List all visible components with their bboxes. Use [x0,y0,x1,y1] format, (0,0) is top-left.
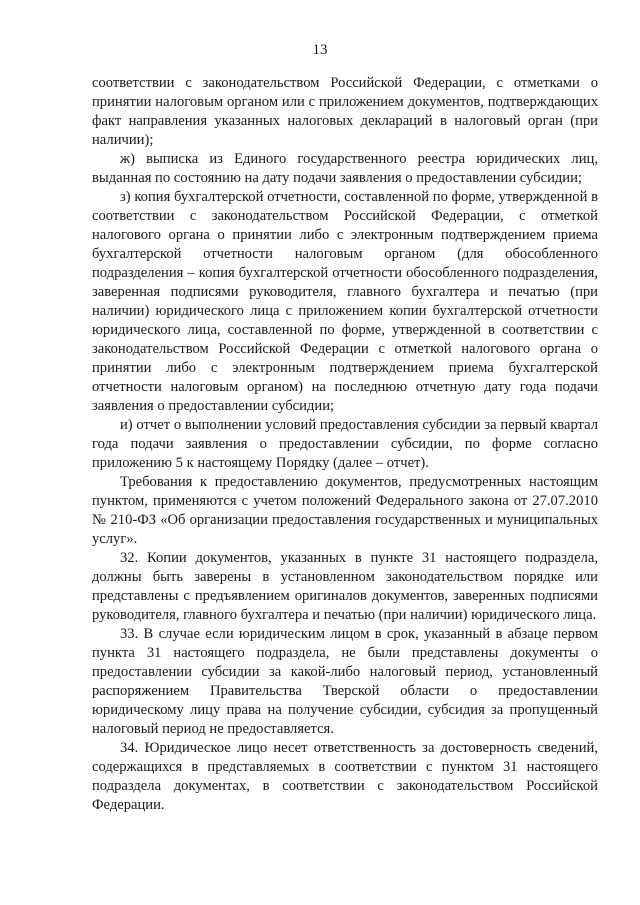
paragraph-continuation: соответствии с законодательством Российской Федерации, с отметками о принятии налоговым органом или с приложением документов, подтверждающих факт направления указанных налоговых деклараций в налоговый орган (при наличии); [92,75,598,148]
paragraph-item-z: з) копия бухгалтерской отчетности, составленной по форме, утвержденной в соответствии с законодательством Российской Федерации, с отметкой налогового органа о принятии либо с электронным подтверждением приема бухгалтерской отчетности налоговым органом (для обособленного подразделения – копия бухгалтерской отчетности обособленного подразделения, заверенная подписями руководителя, главного бухгалтера и печатью (при наличии) юридического лица с приложением копии бухгалтерской отчетности юридического лица, составленной по форме, утвержденной в соответствии с законодательством Российской Федерации с отметкой налогового органа о принятии либо с электронным подтверждением приема бухгалтерской отчетности налоговым органом) на последнюю отчетную дату года подачи заявления о предоставлении субсидии; [92,189,598,414]
page-number: 13 [312,42,328,58]
paragraph-clause-32: 32. Копии документов, указанных в пункте 31 настоящего подраздела, должны быть заверены в установленном законодательством порядке или представлены с предъявлением оригиналов документов, заверенных подписями руководителя, главного бухгалтера и печатью (при наличии) юридического лица. [92,550,598,623]
paragraph-item-zh: ж) выписка из Единого государственного реестра юридических лиц, выданная по состоянию на дату подачи заявления о предоставлении субсидии; [92,151,598,186]
paragraph-item-i: и) отчет о выполнении условий предоставления субсидии за первый квартал года подачи заявления о предоставлении субсидии, по форме согласно приложению 5 к настоящему Порядку (далее – отчет). [92,417,598,471]
paragraph-requirements: Требования к предоставлению документов, предусмотренных настоящим пунктом, применяются с учетом положений Федерального закона от 27.07.2010 № 210-ФЗ «Об организации предоставления государственных и муниципальных услуг». [92,474,598,547]
paragraph-clause-33: 33. В случае если юридическим лицом в срок, указанный в абзаце первом пункта 31 настоящего подраздела, не были представлены документы о предоставлении субсидии за какой-либо налоговый период, установленный распоряжением Правительства Тверской области о предоставлении юридическому лицу права на получение субсидии, субсидия за пропущенный налоговый период не предоставляется. [92,626,598,737]
document-body [92,74,598,815]
paragraph-clause-34: 34. Юридическое лицо несет ответственность за достоверность сведений, содержащихся в представляемых в соответствии с пунктом 31 настоящего подраздела документах, в соответствии с законодательством Российской Федерации. [92,740,598,813]
